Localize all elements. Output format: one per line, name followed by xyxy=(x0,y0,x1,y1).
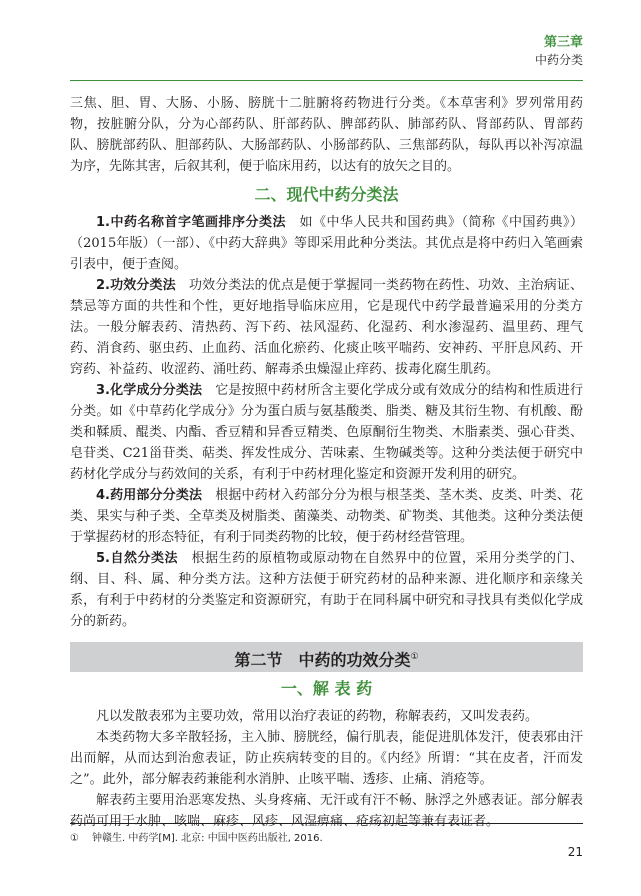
footnote xyxy=(70,823,583,844)
chapter-label: 第三章 xyxy=(543,35,583,50)
item-term: 5.自然分类法 xyxy=(96,551,179,566)
classification-item-4 xyxy=(70,485,583,548)
item-term: 4.药用部分分类法 xyxy=(96,488,203,503)
footnote-text: 钟赣生. 中药学[M]. 北京: 中国中医药出版社, 2016. xyxy=(92,833,323,844)
subsection-paragraph: 本类药物大多辛散轻扬，主入肺、膀胱经，偏行肌表，能促进肌体发汗，使表邪由汗出而解，从而达到治愈表证，防止疾病转变的目的。《内经》所谓：“其在皮者，汗而发之”。此外，部分解表药兼能利水消肿、止咳平喘、透疹、止痛、消疮等。 xyxy=(70,730,583,787)
section-bar-title: 第二节 中药的功效分类 xyxy=(234,650,411,670)
page-body xyxy=(70,93,583,832)
section-bar-efficacy-classification xyxy=(70,642,583,672)
item-term: 3.化学成分分类法 xyxy=(96,383,203,398)
running-header xyxy=(535,34,583,69)
subsection-paragraph: 凡以发散表邪为主要功效，常用以治疗表证的药物，称解表药，又叫发表药。 xyxy=(96,709,539,724)
intro-paragraph: 三焦、胆、胃、大肠、小肠、膀胱十二脏腑将药物进行分类。《本草害利》罗列常用药物，按脏腑分队，分为心部药队、肝部药队、脾部药队、肺部药队、肾部药队、胃部药队、膀胱部药队、胆部药队、大肠部药队、小肠部药队、三焦部药队，每队再以补泻凉温为序，先陈其害，后叙其利，便于临床用药，以达有的放矢之目的。 xyxy=(70,96,583,174)
classification-item-3 xyxy=(70,380,583,485)
item-text: 它是按照中药材所含主要化学成分或有效成分的结构和性质进行分类。如《中草药化学成分》分为蛋白质与氨基酸类、脂类、糖及其衍生物、有机酸、酚类和鞣质、醌类、内酯、香豆精和异香豆精类、色原酮衍生物类、木脂素类、强心苷类、皂苷类、C21甾苷类、萜类、挥发性成分、苦味素、生物碱类等。这种分类法便于研究中药材化学成分与药效间的关系，有利于中药材理化鉴定和资源开发利用的研究。 xyxy=(70,383,583,482)
item-term: 2.功效分类法 xyxy=(96,278,176,293)
item-text: 如《中华人民共和国药典》（简称《中国药典》）（2015年版）（一部）、《中药大辞典》等即采用此种分类法。其优点是将中药归入笔画索引表中，便于查阅。 xyxy=(70,215,583,272)
item-term: 1.中药名称首字笔画排序分类法 xyxy=(96,215,286,230)
chapter-subject: 中药分类 xyxy=(534,53,583,67)
footnote-reference[interactable]: ① xyxy=(410,652,419,662)
classification-item-1 xyxy=(70,212,583,275)
classification-item-2 xyxy=(70,275,583,380)
footnote-mark: ① xyxy=(70,833,79,844)
item-text: 功效分类法的优点是便于掌握同一类药物在药性、功效、主治病证、禁忌等方面的共性和个性，更好地指导临床应用，它是现代中药学最普遍采用的分类方法。一般分解表药、清热药、泻下药、祛风湿药、化湿药、利水渗湿药、温里药、理气药、消食药、驱虫药、止血药、活血化瘀药、化痰止咳平喘药、安神药、平肝息风药、开窍药、补益药、收涩药、涌吐药、解毒杀虫燥湿止痒药、拔毒化腐生肌药。 xyxy=(70,278,583,377)
subsection-paragraph: 解表药主要用治恶寒发热、头身疼痛、无汗或有汗不畅、脉浮之外感表证。部分解表药尚可用于水肿、咳喘、麻疹、风疹、风湿痹痛、疮疡初起等兼有表证者。 xyxy=(70,793,583,829)
page-number: 21 xyxy=(567,845,583,859)
subsection-heading-exterior-releasing: 一、解 表 药 xyxy=(280,679,373,698)
classification-item-5 xyxy=(70,548,583,632)
section-heading-modern-classification: 二、现代中药分类法 xyxy=(254,185,399,204)
item-text: 根据生药的原植物或原动物在自然界中的位置，采用分类学的门、纲、目、科、属、种分类方法。这种方法便于研究药材的品种来源、进化顺序和亲缘关系，有利于中药材的分类鉴定和资源研究，有助于在同科属中研究和寻找具有类似化学成分的新药。 xyxy=(70,551,583,629)
item-text: 根据中药材入药部分分为根与根茎类、茎木类、皮类、叶类、花类、果实与种子类、全草类及树脂类、菌藻类、动物类、矿物类、其他类。这种分类法便于掌握药材的形态特征，有利于同类药物的比较，便于药材经营管理。 xyxy=(70,488,583,545)
header-rule xyxy=(70,80,583,81)
